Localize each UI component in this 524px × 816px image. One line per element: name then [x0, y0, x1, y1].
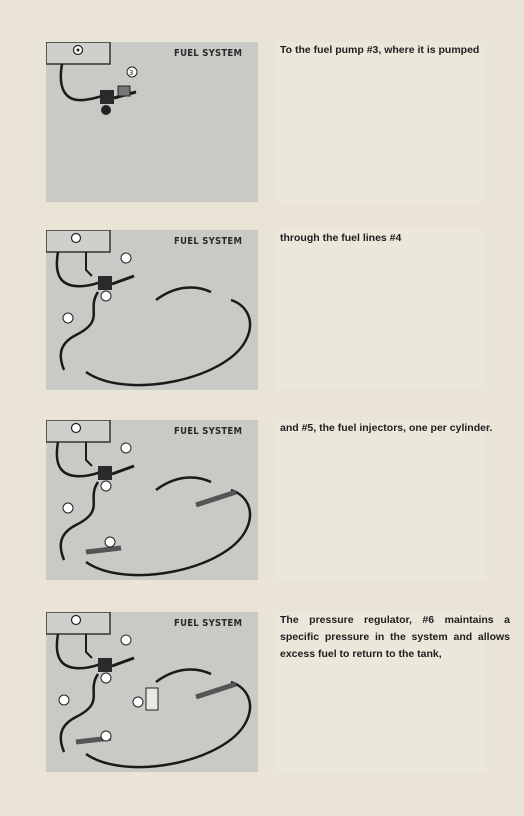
fuel-system-diagram-3	[46, 420, 258, 580]
fuel-system-diagram-2	[46, 230, 258, 390]
svg-text:3: 3	[129, 69, 134, 77]
caption-panel	[276, 230, 486, 390]
fuel-system-diagram-4	[46, 612, 258, 772]
frame-title: FUEL SYSTEM	[173, 618, 242, 629]
frame-title: FUEL SYSTEM	[173, 48, 242, 59]
caption-panel	[276, 42, 486, 202]
fuel-system-illustration-1	[46, 42, 258, 202]
frame-caption: To the fuel pump #3, where it is pumped	[280, 44, 480, 56]
frame-title: FUEL SYSTEM	[173, 236, 242, 247]
frame-caption: The pressure regulator, #6 maintains a specific pressure in the system and allows excess fuel to return to the tank,	[280, 614, 510, 660]
frame-title: FUEL SYSTEM	[173, 426, 242, 437]
fuel-system-diagram-1	[46, 42, 258, 202]
fuel-system-illustration-3	[46, 420, 258, 580]
fuel-system-illustration-2	[46, 230, 258, 390]
fuel-system-illustration-4	[46, 612, 258, 772]
frame-caption: through the fuel lines #4	[280, 232, 402, 244]
caption-panel	[276, 420, 486, 580]
frame-caption: and #5, the fuel injectors, one per cylinder.	[280, 422, 493, 434]
